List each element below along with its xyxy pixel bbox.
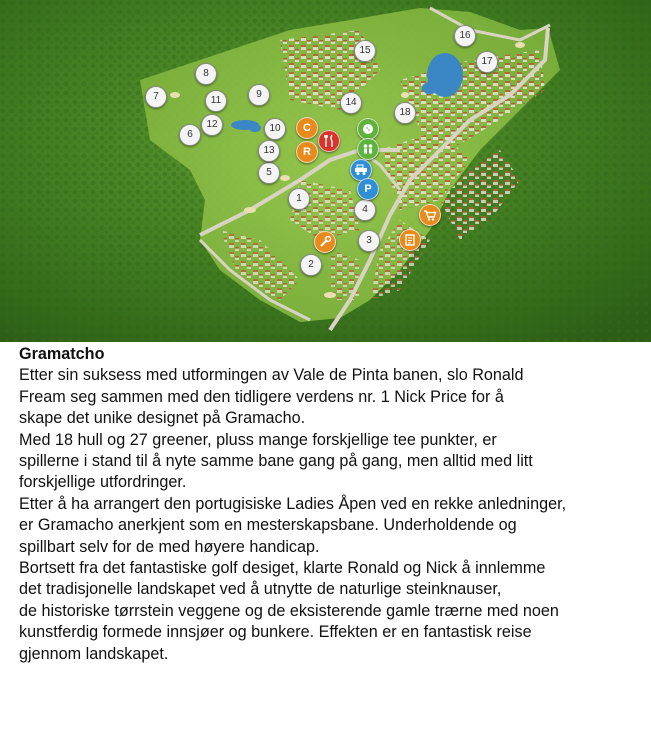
description-line: de historiske tørrstein veggene og de eksisterende gamle trærne med noen [19, 601, 559, 620]
hole-marker-9[interactable]: 9 [248, 84, 270, 106]
restaurant-marker[interactable]: R [296, 141, 318, 163]
description-line: Med 18 hull og 27 greener, pluss mange forskjellige tee punkter, er [19, 430, 497, 449]
hole-marker-13[interactable]: 13 [258, 140, 280, 162]
description-line: skape det unike designet på Gramacho. [19, 409, 306, 428]
description-line: kunstferdig formede innsjøer og bunkere. Effekten er en fantastisk reise [19, 623, 532, 642]
info-board-icon[interactable] [399, 229, 421, 251]
clubhouse-marker[interactable]: C [296, 117, 318, 139]
hole-marker-11[interactable]: 11 [205, 90, 227, 112]
wrench-icon[interactable] [314, 231, 336, 253]
course-title: Gramatcho [19, 345, 105, 363]
golf-ball-icon[interactable] [357, 118, 379, 140]
fork-knife-icon[interactable] [318, 130, 340, 152]
hole-marker-12[interactable]: 12 [201, 114, 223, 136]
hole-marker-7[interactable]: 7 [145, 86, 167, 108]
description-line: er Gramacho anerkjent som en mesterskapsbane. Underholdende og [19, 516, 517, 535]
description-line: Fream seg sammen med den tidligere verdens nr. 1 Nick Price for å [19, 387, 504, 406]
course-illustration [0, 0, 651, 342]
description-line: det tradisjonelle landskapet ved å utnytte de naturlige steinknauser, [19, 580, 502, 599]
hole-marker-1[interactable]: 1 [288, 188, 310, 210]
cart-icon[interactable] [419, 204, 441, 226]
description-line: spillbart selv for de med høyere handicap. [19, 537, 320, 556]
hole-marker-6[interactable]: 6 [179, 124, 201, 146]
hole-marker-2[interactable]: 2 [300, 254, 322, 276]
golf-course-map[interactable] [0, 0, 651, 342]
hole-marker-17[interactable]: 17 [476, 51, 498, 73]
hole-marker-15[interactable]: 15 [354, 40, 376, 62]
description-line: spillerne i stand til å nyte samme bane gang på gang, men alltid med litt [19, 452, 533, 471]
description-line: forskjellige utfordringer. [19, 473, 187, 492]
golfers-icon[interactable] [357, 138, 379, 160]
hole-marker-5[interactable]: 5 [258, 162, 280, 184]
hole-marker-14[interactable]: 14 [340, 92, 362, 114]
hole-marker-18[interactable]: 18 [394, 102, 416, 124]
hole-marker-16[interactable]: 16 [454, 25, 476, 47]
hole-marker-3[interactable]: 3 [358, 230, 380, 252]
hole-marker-10[interactable]: 10 [264, 118, 286, 140]
parking-marker[interactable]: P [357, 178, 379, 200]
description-line: Etter å ha arrangert den portugisiske Ladies Åpen ved en rekke anledninger, [19, 494, 567, 513]
description-line: Etter sin suksess med utformingen av Vale de Pinta banen, slo Ronald [19, 366, 524, 385]
hole-marker-8[interactable]: 8 [195, 63, 217, 85]
hole-marker-4[interactable]: 4 [354, 199, 376, 221]
description-line: gjennom landskapet. [19, 644, 169, 663]
course-description [19, 344, 651, 665]
description-line: Bortsett fra det fantastiske golf desiget, klarte Ronald og Nick å innlemme [19, 559, 546, 578]
